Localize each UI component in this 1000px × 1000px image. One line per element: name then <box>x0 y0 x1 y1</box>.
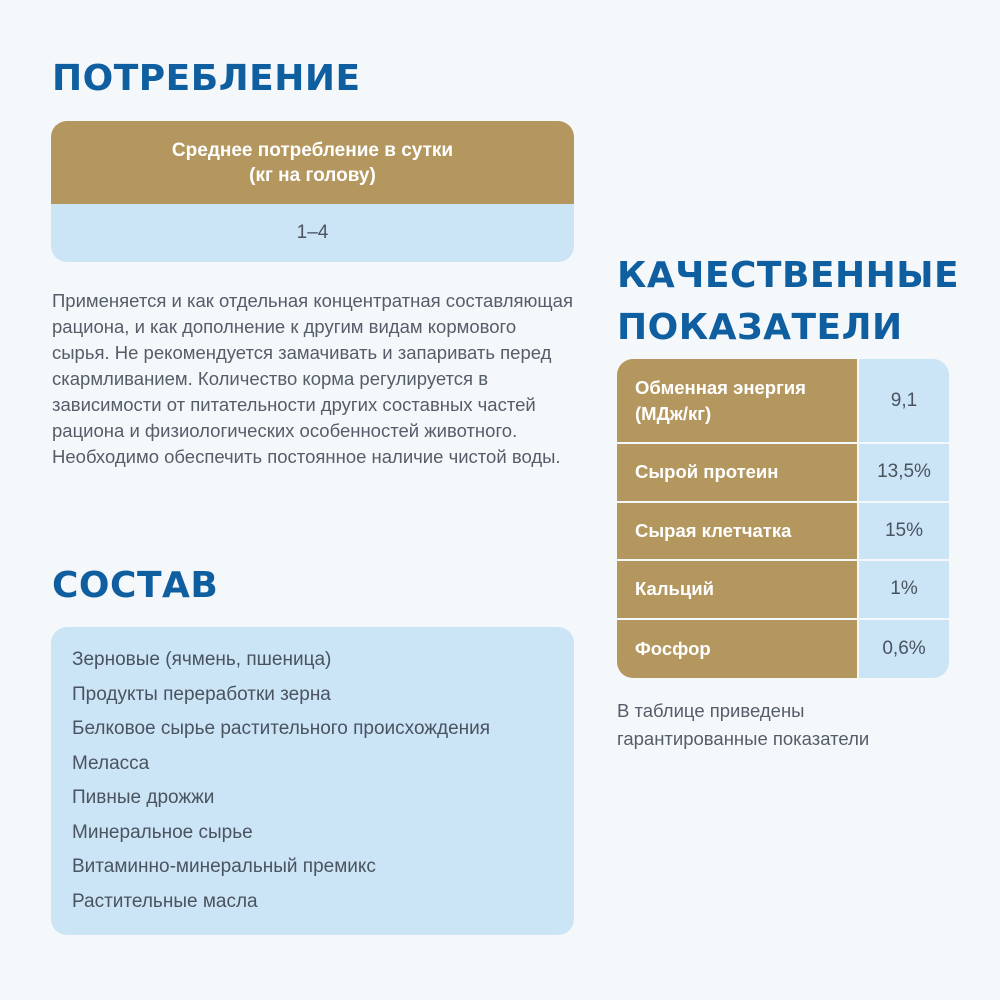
consumption-card <box>51 121 574 262</box>
list-item: Меласса <box>72 752 150 774</box>
consumption-header-line2: (кг на голову) <box>249 164 376 186</box>
quality-value: 0,6% <box>857 620 949 679</box>
consumption-header <box>51 121 574 204</box>
quality-label-line2: (МДж/кг) <box>635 402 712 424</box>
quality-table <box>617 359 949 678</box>
table-row <box>617 444 949 503</box>
quality-label: Кальций <box>617 561 857 618</box>
quality-heading-line1: КАЧЕСТВЕННЫЕ <box>617 255 960 296</box>
quality-label-line1: Обменная энергия <box>635 376 806 398</box>
list-item: Пивные дрожжи <box>72 787 215 808</box>
list-item: Продукты переработки зерна <box>72 683 331 705</box>
table-row <box>617 503 949 562</box>
consumption-value: 1–4 <box>51 204 574 262</box>
quality-footnote: В таблице приведены гарантированные показатели <box>617 700 870 749</box>
quality-value: 1% <box>857 561 949 618</box>
quality-label <box>617 359 857 442</box>
quality-label: Сырой протеин <box>617 444 857 501</box>
list-item: Белковое сырье растительного происхождения <box>72 718 491 739</box>
list-item: Зерновые (ячмень, пшеница) <box>72 649 332 670</box>
quality-label: Сырая клетчатка <box>617 503 857 560</box>
quality-value: 13,5% <box>857 444 949 501</box>
consumption-header-line1: Среднее потребление в сутки <box>171 139 454 161</box>
quality-heading-line2: ПОКАЗАТЕЛИ <box>617 307 903 348</box>
list-item: Минеральное сырье <box>72 821 253 843</box>
consumption-heading: ПОТРЕБЛЕНИЕ <box>52 58 361 99</box>
usage-description: Применяется и как отдельная концентратная составляющая рациона, и как дополнение к другим видам кормового сырья. Не рекомендуется замачивать и запаривать перед скармливанием. Количество корма регулируется в зависимости от питательности других составных частей рациона и физиологических особенностей животного. Необходимо обеспечить постоянное наличие чистой воды. <box>52 290 573 467</box>
composition-heading: СОСТАВ <box>52 565 219 606</box>
quality-heading <box>617 250 987 354</box>
list-item: Растительные масла <box>72 890 258 912</box>
quality-label: Фосфор <box>617 620 857 679</box>
composition-card <box>51 627 574 935</box>
quality-value: 15% <box>857 503 949 560</box>
table-row <box>617 561 949 620</box>
list-item: Витаминно-минеральный премикс <box>72 856 376 877</box>
quality-value: 9,1 <box>857 359 949 442</box>
table-row <box>617 359 949 444</box>
composition-list <box>72 643 574 919</box>
table-row <box>617 620 949 679</box>
